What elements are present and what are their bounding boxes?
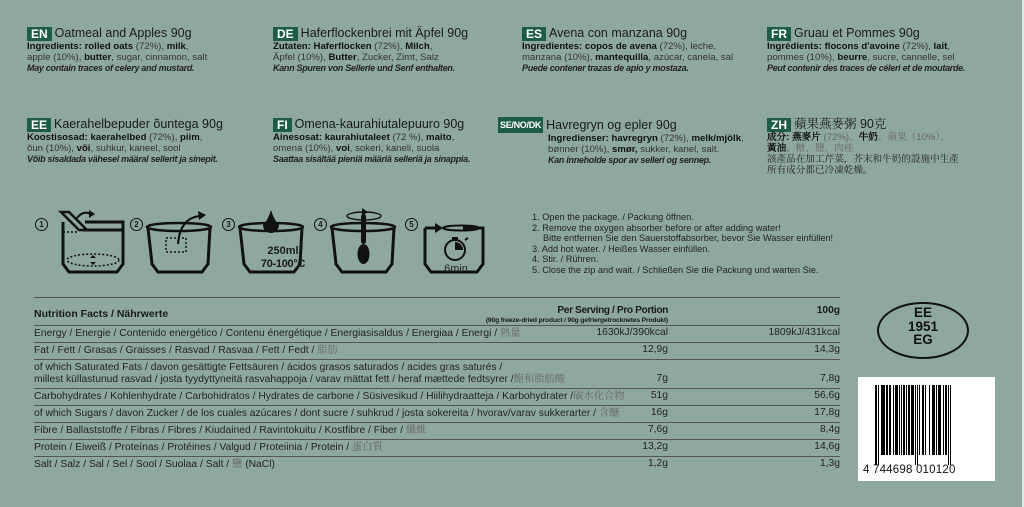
product-name: Haferflockenbrei mit Äpfel 90g <box>300 26 469 40</box>
open-package-icon <box>57 208 127 278</box>
stir-with-spoon-icon <box>328 208 398 278</box>
remove-oxygen-absorber-icon <box>144 208 214 278</box>
nutrient-label: Carbohydrates / Kohlenhydrate / Carbohidratos / Hydrates de carbone / Süsivesikud / Hiilihydraatteja / Karbohydrater /碳水化合物 <box>34 391 625 402</box>
language-block-zh <box>767 117 1012 176</box>
per-serving-value: 51g <box>650 390 668 401</box>
preparation-instructions <box>532 212 833 276</box>
instruction-line: Bitte entfernen Sie den Sauerstoffabsorber, bevor Sie Wasser einfüllen! <box>543 233 834 244</box>
per-100g-value: 56,6g <box>814 390 840 401</box>
nutrient-label: Protein / Eiweiß / Proteínas / Protéines / Valgud / Proteiinia / Protein / 蛋白質 <box>34 442 383 453</box>
nutrient-label: of which Saturated Fats / davon gesättigte Fettsäuren / ácidos grasos saturados / acides gras saturés / millest küllastunud rasvad / josta tyydyttyneitä rasvahappoja / varav mättat fett / heraf mættede fedtsyrer /飽和脂肪酸 <box>34 362 566 385</box>
ingredients-line: Zutaten: Haferflocken (72%), Milch, <box>273 41 433 52</box>
product-title <box>27 26 272 41</box>
instruction-line: 5. Close the zip and wait. / Schließen Sie die Packung und warten Sie. <box>532 264 819 275</box>
step-number: 2 <box>130 218 143 231</box>
ingredients-line: 成分: 燕麥片 (72%)、牛奶、蘋果（10%）、 <box>767 132 950 143</box>
product-name: Kaerahelbepuder õuntega 90g <box>54 117 223 131</box>
product-name: Omena-kaurahiutalepuuro 90g <box>294 117 465 131</box>
ingredients-line: bønner (10%), smør, sukker, kanel, salt. <box>548 144 720 155</box>
ingredients-line: Äpfel (10%), Butter, Zucker, Zimt, Salz <box>273 52 439 63</box>
product-name: Gruau et Pommes 90g <box>794 26 920 40</box>
allergen-notice: 該產品在加工芹菜，芥末和牛奶的設施中生產 <box>767 154 959 165</box>
per-100g-value: 1,3g <box>819 458 840 469</box>
language-badge: EE <box>27 118 51 132</box>
per-serving-value: 16g <box>650 407 668 418</box>
ingredients-line: Ingredientes: copos de avena (72%), leche, <box>522 41 717 52</box>
language-badge: ZH <box>767 118 791 132</box>
wait-time: 6min <box>444 263 468 275</box>
per-serving-value: 13,2g <box>642 441 668 452</box>
product-title <box>498 117 743 133</box>
product-title <box>273 26 518 41</box>
language-badge: FR <box>767 27 791 41</box>
nutrition-row <box>34 388 840 405</box>
language-badge: DE <box>273 27 298 41</box>
allergen-notice: Kann Spuren von Sellerie und Senf enthalten. <box>273 63 455 73</box>
allergen-notice: Puede contener trazas de apio y mostaza. <box>522 63 689 73</box>
nutrition-row <box>34 422 840 439</box>
nutrition-rows <box>34 325 840 473</box>
allergen-notice: 所有成分都已冷凍乾燥。 <box>767 165 873 176</box>
instruction-line: 4. Stir. / Rühren. <box>532 254 599 265</box>
nutrient-label: Energy / Energie / Contenido energético / Contenu énergétique / Energiasisaldus / Energiaa / Energi / 熱量 <box>34 328 521 339</box>
ingredients-line: Koostisosad: kaerahelbed (72%), piim, <box>27 132 203 143</box>
instruction-line: 1. Open the package. / Packung öffnen. <box>532 212 694 222</box>
allergen-notice: Kan inneholde spor av selleri og sennep. <box>548 155 712 165</box>
per-100g-value: 7,8g <box>819 373 840 384</box>
per-100g-value: 8,4g <box>819 424 840 435</box>
language-block-fr <box>767 26 1012 74</box>
water-temperature: 70-100°C <box>260 258 306 270</box>
preparation-steps <box>35 208 505 288</box>
ingredients-line: apple (10%), butter, sugar, cinnamon, salt <box>27 52 208 63</box>
per-serving-header: Per Serving / Pro Portion <box>557 305 668 316</box>
instruction-line: 2. Remove the oxygen absorber before or after adding water! <box>532 222 781 233</box>
step-number: 4 <box>314 218 327 231</box>
nutrition-row <box>34 439 840 456</box>
health-mark-number: 1951 <box>907 318 939 334</box>
product-title <box>767 26 1012 41</box>
nutrition-row <box>34 456 840 473</box>
nutrition-title: Nutrition Facts / Nährwerte <box>34 308 169 320</box>
ingredients-line: Ingredienser: havregryn (72%), melk/mjölk, <box>548 133 744 144</box>
allergen-notice: Võib sisaldada vähesel määral sellerit ja sinepit. <box>27 154 218 164</box>
ingredients-line: Ainesosat: kaurahiutaleet (72 %), maito, <box>273 132 455 143</box>
per-100g-value: 14,3g <box>814 344 840 355</box>
language-badge: ES <box>522 27 546 41</box>
instruction-line: 3. Add hot water. / Heißes Wasser einfüllen. <box>532 243 710 254</box>
product-name: Avena con manzana 90g <box>549 26 688 40</box>
language-block-en <box>27 26 272 74</box>
per-100g-value: 1809kJ/431kcal <box>768 327 840 338</box>
language-block-de <box>273 26 518 74</box>
nutrient-label: Salt / Salz / Sal / Sel / Sool / Suolaa / Salt / 鹽 (NaCl) <box>34 459 275 470</box>
allergen-notice: May contain traces of celery and mustard. <box>27 63 195 73</box>
step-number: 1 <box>35 218 48 231</box>
nutrition-row <box>34 342 840 359</box>
language-badge: SE/NO/DK <box>498 117 543 133</box>
ingredients-line: õun (10%), või, suhkur, kaneel, sool <box>27 143 181 154</box>
product-title <box>27 117 272 132</box>
barcode <box>858 377 995 481</box>
product-title <box>767 117 1012 132</box>
per-100g-value: 17,8g <box>814 407 840 418</box>
nutrient-label: Fibre / Ballaststoffe / Fibras / Fibres / Kiudained / Ravintokuitu / Kostfibre / Fiber / 纖維 <box>34 425 427 436</box>
health-mark-eg: EG <box>913 332 933 347</box>
ingredients-line: pommes (10%), beurre, sucre, cannelle, sel <box>767 52 955 63</box>
product-title <box>522 26 767 41</box>
water-amount: 250ml <box>267 245 299 257</box>
per-serving-value: 1,2g <box>647 458 668 469</box>
health-mark-country: EE <box>913 305 932 320</box>
language-block-es <box>522 26 767 74</box>
language-block-ee <box>27 117 272 165</box>
product-name: Havregryn og epler 90g <box>546 117 677 132</box>
ingredients-line: Ingredients: rolled oats (72%), milk, <box>27 41 189 52</box>
nutrition-row <box>34 325 840 342</box>
step-number: 3 <box>222 218 235 231</box>
nutrition-table <box>34 297 840 473</box>
step-number: 5 <box>405 218 418 231</box>
nutrient-label: Fat / Fett / Grasas / Graisses / Rasvad / Rasvaa / Fett / Fedt / 脂肪 <box>34 345 338 356</box>
nutrient-label: of which Sugars / davon Zucker / de los cuales azúcares / dont sucre / suhkrud / josta sokereita / hvorav/varav sukkerarter / 含醣 <box>34 408 620 419</box>
language-block-se-no-dk <box>498 117 743 166</box>
allergen-notice: Peut contenir des traces de céleri et de moutarde. <box>767 63 966 73</box>
language-badge: FI <box>273 118 292 132</box>
per-100g-header: 100g <box>816 305 840 316</box>
ingredients-line: 黃油、糖、鹽、肉桂 <box>767 143 854 154</box>
per-serving-value: 7g <box>656 373 668 384</box>
nutrition-header <box>34 298 840 325</box>
per-serving-value: 7,6g <box>647 424 668 435</box>
language-badge: EN <box>27 27 52 41</box>
nutrition-row <box>34 405 840 422</box>
nutrition-row <box>34 359 840 388</box>
per-100g-value: 14,6g <box>814 441 840 452</box>
ingredients-line: omena (10%), voi, sokeri, kaneli, suola <box>273 143 440 154</box>
ingredients-line: Ingrédients: flocons d'avoine (72%), lait, <box>767 41 951 52</box>
language-block-fi <box>273 117 518 165</box>
per-serving-value: 1630kJ/390kcal <box>596 327 668 338</box>
per-serving-note: (90g freeze-dried product / 90g gefriergetrocknetes Produkt) <box>485 317 668 324</box>
ingredients-line: manzana (10%), mantequilla, azúcar, canela, sal <box>522 52 734 63</box>
per-serving-value: 12,9g <box>642 344 668 355</box>
product-name: Oatmeal and Apples 90g <box>54 26 192 40</box>
product-title <box>273 117 518 132</box>
allergen-notice: Saattaa sisältää pieniä määriä selleriä ja sinappia. <box>273 154 471 164</box>
product-name: 蘋果燕麥粥 90克 <box>794 117 887 131</box>
barcode-bars <box>875 385 980 463</box>
health-mark <box>877 302 969 359</box>
barcode-number: 4 744698 010120 <box>863 464 956 476</box>
